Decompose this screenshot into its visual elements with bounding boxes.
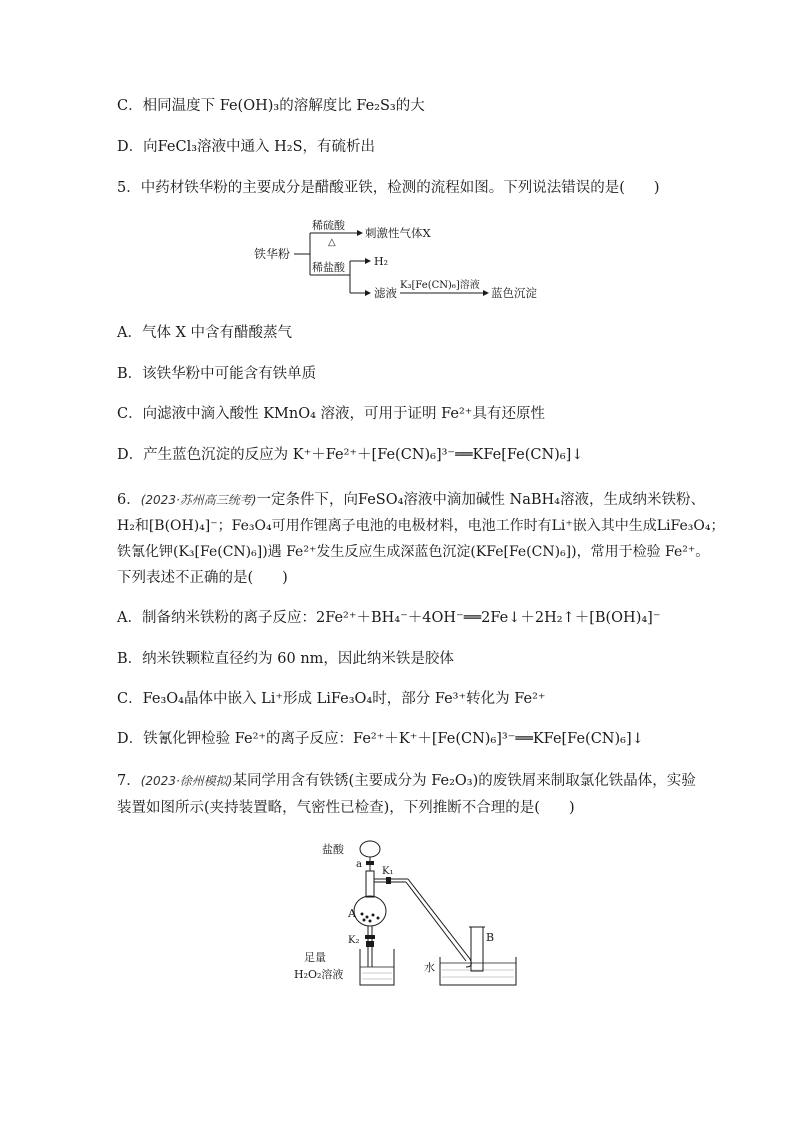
label-h2o2-line2: H₂O₂溶液: [294, 968, 344, 981]
label-hcl: 盐酸: [322, 843, 344, 856]
q6-option-c: C．Fe₃O₄晶体中嵌入 Li⁺形成 LiFe₃O₄时，部分 Fe³⁺转化为 Fe²⁺: [117, 691, 546, 707]
q5-option-d: D．产生蓝色沉淀的反应为 K⁺＋Fe²⁺＋[Fe(CN)₆]³⁻══KFe[Fe(CN)₆]↓: [117, 447, 584, 463]
flow-final: 蓝色沉淀: [491, 286, 537, 300]
q7-line1: [117, 771, 696, 791]
q7-number: 7．: [117, 773, 141, 789]
k1-clamp: [386, 877, 391, 884]
q6-source: (2023·苏州高三统考): [140, 493, 257, 507]
flow-product-h2: H₂: [374, 255, 389, 268]
flow-source: 铁华粉: [254, 247, 291, 261]
k2-clamp: [365, 935, 375, 939]
q6-number: 6．: [117, 492, 141, 508]
q5-option-b: B．该铁华粉中可能含有铁单质: [117, 366, 317, 382]
q6-line1: [117, 490, 705, 510]
separatory-funnel: [360, 841, 380, 857]
q7-line2: 装置如图所示(夹持装置略，气密性已检查)，下列推断不合理的是( ): [117, 800, 575, 816]
q5-option-a: A．气体 X 中含有醋酸蒸气: [117, 325, 293, 341]
q7-apparatus-diagram: [290, 835, 530, 995]
flow-reagent-top: 稀硫酸: [312, 219, 345, 232]
q5-stem: 5．中药材铁华粉的主要成分是醋酸亚铁，检测的流程如图。下列说法错误的是( ): [117, 180, 660, 196]
label-k1: K₁: [382, 866, 394, 877]
q6-line3: 铁氰化钾(K₃[Fe(CN)₆])遇 Fe²⁺发生反应生成深蓝色沉淀(KFe[Fe(CN)₆])，常用于检验 Fe²⁺。: [117, 544, 710, 560]
flow-reagent-filtrate: K₃[Fe(CN)₆]溶液: [400, 280, 480, 291]
q6-line4: 下列表述不正确的是( ): [117, 570, 288, 586]
label-a: a: [356, 859, 362, 870]
flow-condition-top: △: [328, 237, 336, 248]
q6-option-d: D．铁氰化钾检验 Fe²⁺的离子反应：Fe²⁺＋K⁺＋[Fe(CN)₆]³⁻══KFe[Fe(CN)₆]↓: [117, 731, 644, 747]
label-water: 水: [424, 961, 435, 974]
q6-option-b: B．纳米铁颗粒直径约为 60 nm，因此纳米铁是胶体: [117, 651, 454, 667]
q6-text1: 一定条件下，向FeSO₄溶液中滴加碱性 NaBH₄溶液，生成纳米铁粉、: [256, 492, 705, 508]
label-b: B: [486, 931, 495, 944]
q6-line2: H₂和[B(OH)₄]⁻；Fe₃O₄可用作锂离子电池的电极材料，电池工作时有Li⁺嵌入其中生成LiFe₃O₄；: [117, 518, 725, 534]
label-h2o2-line1: 足量: [304, 951, 326, 964]
prev-option-c: C．相同温度下 Fe(OH)₃的溶解度比 Fe₂S₃的大: [117, 98, 425, 114]
q5-flowchart: [250, 215, 550, 305]
cylinder-b: [471, 927, 483, 971]
funnel-stopcock: [366, 861, 374, 865]
flow-product-top: 刺激性气体X: [365, 226, 431, 240]
label-k2: K₂: [348, 935, 360, 946]
q7-source: (2023·徐州模拟): [140, 774, 233, 788]
flow-reagent-bottom: 稀盐酸: [312, 261, 345, 274]
q7-text1: 某同学用含有铁锈(主要成分为 Fe₂O₃)的废铁屑来制取氯化铁晶体，实验: [232, 773, 696, 789]
q5-option-c: C．向滤液中滴入酸性 KMnO₄ 溶液，可用于证明 Fe²⁺具有还原性: [117, 406, 545, 422]
prev-option-d: D．向FeCl₃溶液中通入 H₂S，有硫析出: [117, 139, 376, 155]
q6-option-a: A．制备纳米铁粉的离子反应：2Fe²⁺＋BH₄⁻＋4OH⁻══2Fe↓＋2H₂↑＋[B(OH)₄]⁻: [117, 610, 661, 626]
label-a-flask: A: [348, 907, 356, 920]
flow-filtrate: 滤液: [374, 286, 397, 300]
